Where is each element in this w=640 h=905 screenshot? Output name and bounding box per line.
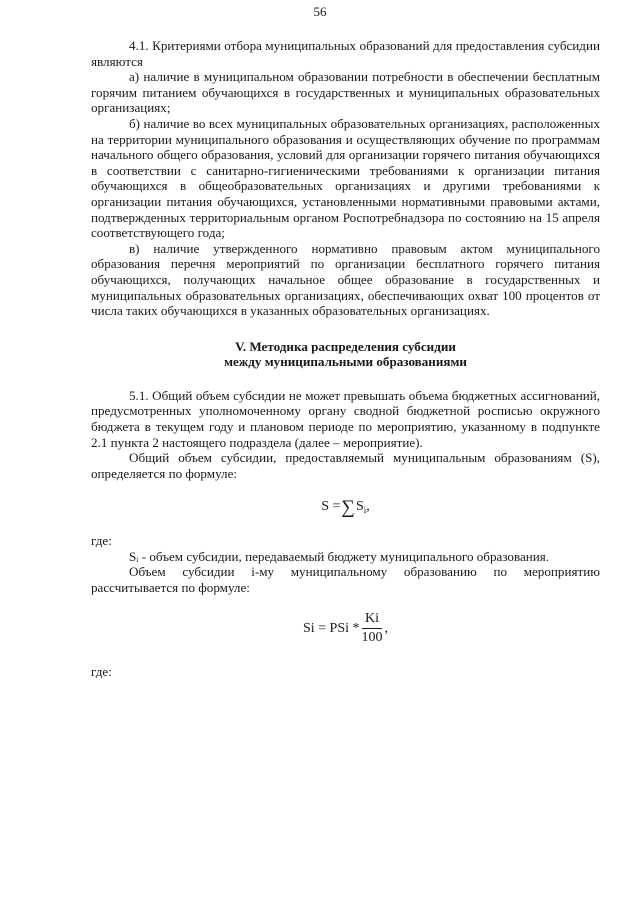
criterion-c: в) наличие утвержденного нормативно правовым актом муниципального образования перечня мероприятий по организации бесплатного горячего питания обучающихся, получающих начальное общее образование в государственных и муниципальных образовательных организациях, обеспечивающих охват 100 процентов от числа таких обучающихся в указанных образовательных организациях. xyxy=(91,240,600,319)
sigma-symbol: ∑ xyxy=(341,497,355,519)
formula-municipal-subsidy xyxy=(91,611,600,646)
where-label-2: где: xyxy=(91,664,112,680)
section-5-heading-line2: между муниципальными образованиями xyxy=(224,354,467,370)
where-label-1: где: xyxy=(91,533,112,549)
paragraph-volume-formula: Объем субсидии i-му муниципальному образованию по мероприятию рассчитывается по формуле: xyxy=(91,564,600,595)
paragraph-5-1: 5.1. Общий объем субсидии не может превышать объема бюджетных ассигнований, предусмотренных уполномоченному органу сводной бюджетной росписью окружного бюджета в текущем году и плановом периоде по мероприятию, указанному в подпункте 2.1 пункта 2 настоящего подраздела (далее – мероприятие). xyxy=(91,387,600,450)
criterion-a: а) наличие в муниципальном образовании потребности в обеспечении бесплатным горячим питанием обучающихся в государственных и муниципальных образовательных организациях; xyxy=(91,69,600,116)
formula1-subscript: i xyxy=(363,505,367,516)
formula-total-subsidy xyxy=(91,497,600,519)
criterion-b: б) наличие во всех муниципальных образовательных организациях, расположенных на территории муниципального образования и осуществляющих обучение по программам начального общего образования, условий для организации горячего питания обучающихся в соответствии с санитарно-гигиеническими требованиями к организации питания обучающихся в общеобразовательных организациях и другими требованиями к организации питания обучающихся, установленными нормативными правовыми актами, подтвержденных территориальным органом Роспотребнадзора по состоянию на 15 апреля соответствующего года; xyxy=(91,115,600,241)
fraction-denominator: 100 xyxy=(361,630,383,646)
formula1-lhs: S = xyxy=(321,499,341,515)
formula2-lhs: Si = PSi * xyxy=(302,621,360,637)
page-number: 56 xyxy=(313,4,327,19)
formula1-tail: , xyxy=(366,499,370,515)
paragraph-total-subsidy: Общий объем субсидии, предоставляемый муниципальным образованиям (S), определяется по формуле: xyxy=(91,450,600,481)
fraction xyxy=(362,611,383,646)
definition-si: Sᵢ - объем субсидии, передаваемый бюджету муниципального образования. xyxy=(129,548,550,564)
fraction-numerator: Ki xyxy=(362,611,382,629)
formula2-tail: , xyxy=(384,621,389,637)
document-body xyxy=(91,38,600,680)
paragraph-4-1: 4.1. Критериями отбора муниципальных образований для предоставления субсидии являются xyxy=(91,38,600,69)
formula1-term: S xyxy=(355,499,364,515)
section-5-heading xyxy=(91,339,600,370)
section-5-heading-line1: V. Методика распределения субсидии xyxy=(235,338,456,354)
